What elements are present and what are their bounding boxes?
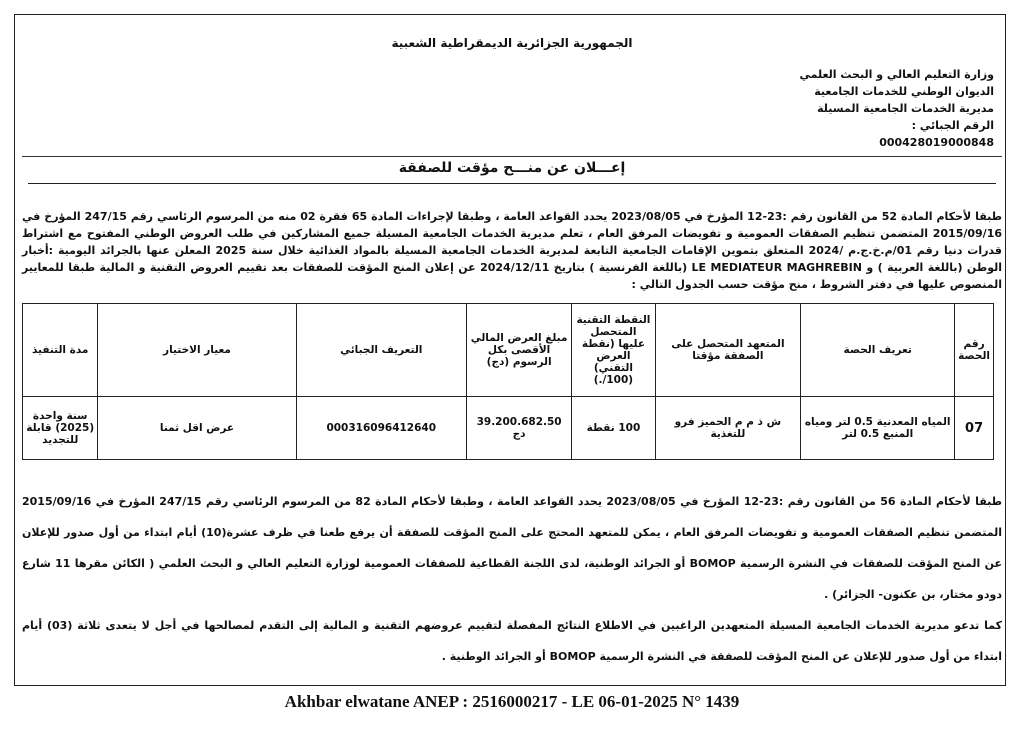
table-row xyxy=(23,397,994,460)
header-technical-score: النقطة التقنية المتحصل عليها (نقطة العرض التقني) (100/.) xyxy=(572,304,655,397)
cell-duration: سنة واحدة (2025) قابلة للتجديد xyxy=(23,397,98,460)
results-paragraph: كما تدعو مديرية الخدمات الجامعية المسيلة المتعهدين الراغبين في الاطلاع النتائج المفصلة لتقييم عروضهم التقنية و المالية إلى التقدم لمصالحها في أجل لا يتعدى ثلاثة (03) أيام ابتداء من أول صدور للإعلان عن المنح المؤقت للصفقة في النشرة الرسمية BOMOP أو الجرائد الوطنية . xyxy=(22,619,1002,663)
notice-title: إعـــلان عن منـــح مؤقت للصفقة xyxy=(398,160,626,176)
closing-paragraphs xyxy=(22,486,1002,672)
publication-footer: Akhbar elwatane ANEP : 2516000217 - LE 06-01-2025 N° 1439 xyxy=(284,692,740,711)
cell-criterion: عرض اقل ثمنا xyxy=(98,397,296,460)
republic-heading: الجمهورية الجزائرية الديمقراطية الشعبية xyxy=(391,36,633,50)
cell-bidder: ش ذ م م الحميز فرو للتغذية xyxy=(655,397,801,460)
title-divider xyxy=(28,183,996,184)
cell-tax-id: 000316096412640 xyxy=(296,397,466,460)
header-lot-description: تعريف الحصة xyxy=(801,304,955,397)
header-duration: مدة التنفيذ xyxy=(23,304,98,397)
header-divider xyxy=(22,156,1002,157)
cell-lot-number: 07 xyxy=(955,397,994,460)
header-bidder: المتعهد المتحصل على الصفقة مؤقتا xyxy=(655,304,801,397)
ministry-line: مديرية الخدمات الجامعية المسيلة xyxy=(817,102,994,115)
award-table xyxy=(22,303,994,460)
ministry-line: الديوان الوطني للخدمات الجامعية xyxy=(814,85,994,98)
header-lot-number: رقم الحصة xyxy=(955,304,994,397)
cell-lot-description: المياه المعدنية 0.5 لتر ومياه المنبع 0.5 لتر xyxy=(801,397,955,460)
ministry-line: وزارة التعليم العالي و البحث العلمي xyxy=(799,68,994,81)
cell-amount: 39.200.682.50 دج xyxy=(466,397,571,460)
tax-number-line: الرقم الجبائي : 000428019000848 xyxy=(879,119,994,149)
ministry-block xyxy=(794,66,994,151)
appeal-paragraph: طبقا لأحكام المادة 56 من القانون رقم :23-12 المؤرخ في 2023/08/05 يحدد القواعد العامة ، وطبقا لأحكام المادة 82 من المرسوم الرئاسي رقم 247/15 المؤرخ في 2015/09/16 المتضمن تنظيم الصفقات العمومية و تفويضات المرفق العام ، يمكن للمتعهد المحتج على المنح المؤقت للصفقة أن يرفع طعنا في ظرف عشرة(10) أيام ابتداء من أول صدور للإعلان عن المنح المؤقت للصفقات في النشرة الرسمية BOMOP أو الجرائد الوطنية، لدى اللجنة القطاعية للصفقات العمومية لوزارة التعليم العالي و البحث العلمي ( الكائن مقرها 11 شارع دودو مختار، بن عكنون- الجزائر) . xyxy=(22,495,1002,601)
table-header-row xyxy=(23,304,994,397)
header-tax-id: التعريف الجبائي xyxy=(296,304,466,397)
cell-technical-score: 100 نقطة xyxy=(572,397,655,460)
intro-paragraph: طبقا لأحكام المادة 52 من القانون رقم :23-12 المؤرخ في 2023/08/05 يحدد القواعد العامة ، وطبقا لإجراءات المادة 65 فقرة 02 منه من المرسوم الرئاسي رقم 247/15 المؤرخ في 2015/09/16 المتضمن تنظيم الصفقات العمومية و تفويضات المرفق العام ، تعلم مديرية الخدمات الجامعية المسيلة جميع المشاركين في طلب العروض الوطني المفتوح مع اشتراط قدرات دنيا رقم 01/م.خ.ج.م /2024 المتعلق بتموين الإقامات الجامعية التابعة لمديرية الخدمات الجامعية المسيلة بالمواد الغذائية خلال سنة 2025 المعلن عنها بالجرائد اليومية :أخبار الوطن (باللغة العربية ) و LE MEDIATEUR MAGHREBIN (باللغة الفرنسية ) بتاريخ 2024/12/11 عن إعلان المنح المؤقت للصفقات بعد تقييم العروض التقنية و المالية طبقا للمعايير المنصوص عليها في دفتر الشروط ، منح مؤقت حسب الجدول التالي : xyxy=(22,210,1002,291)
header-criterion: معيار الاختيار xyxy=(98,304,296,397)
header-amount: مبلغ العرض المالي الأقصى بكل الرسوم (دج) xyxy=(466,304,571,397)
